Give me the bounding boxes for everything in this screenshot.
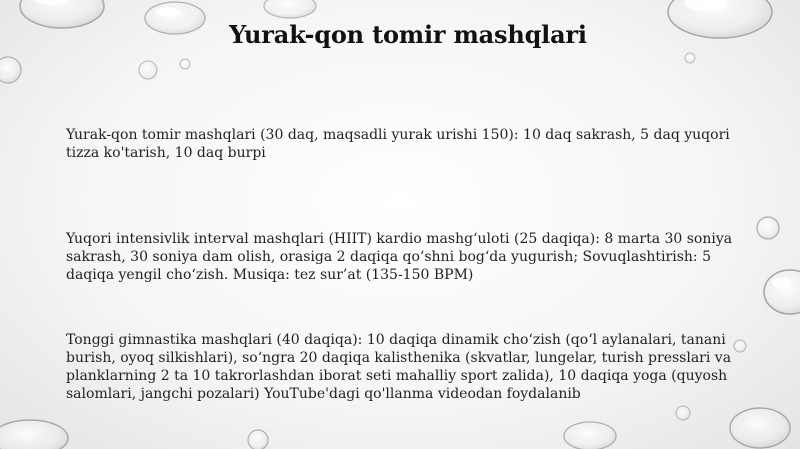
droplet-icon: [764, 270, 800, 314]
droplet-icon: [757, 217, 779, 239]
droplet-icon: [564, 422, 616, 449]
droplet-icon: [139, 61, 157, 79]
droplet-icon: [180, 59, 190, 69]
paragraph-cardio: Yurak-qon tomir mashqlari (30 daq, maqsadli yurak urishi 150): 10 daq sakrash, 5 daq yuqori tizza ko'tarish, 10 daq burpi: [66, 127, 730, 161]
slide-title: Yurak-qon tomir mashqlari: [229, 20, 587, 49]
paragraph-morning-gymnastics: Tonggi gimnastika mashqlari (40 daqiqa): 10 daqiqa dinamik cho‘zish (qo‘l aylanalari, tanani burish, oyoq silkishlari), so‘ngra 20 daqiqa kalisthenika (skvatlar, lungelar, turish presslari va planklarning 2 ta 10 takrorlashdan iborat seti mahalliy sport zalida), 10 daqiqa yoga (quyosh salomlari, jangchi pozalari) YouTube'dagi qo'llanma videodan foydalanib: [66, 332, 732, 402]
droplet-icon: [248, 430, 268, 449]
droplet-icon: [0, 420, 68, 449]
paragraph-hiit: Yuqori intensivlik interval mashqlari (HIIT) kardio mashg‘uloti (25 daqiqa): 8 marta 30 soniya sakrash, 30 soniya dam olish, orasiga 2 daqiqa qo‘shni bog‘da yugurish; Sovuqlashtirish: 5 daqiqa yengil cho‘zish. Musiqa: tez sur’at (135-150 BPM): [66, 231, 733, 283]
droplet-icon: [0, 57, 21, 83]
droplet-icon: [676, 406, 690, 420]
droplet-icon: [730, 408, 790, 448]
droplet-icon: [685, 53, 695, 63]
droplet-icon: [264, 0, 316, 18]
